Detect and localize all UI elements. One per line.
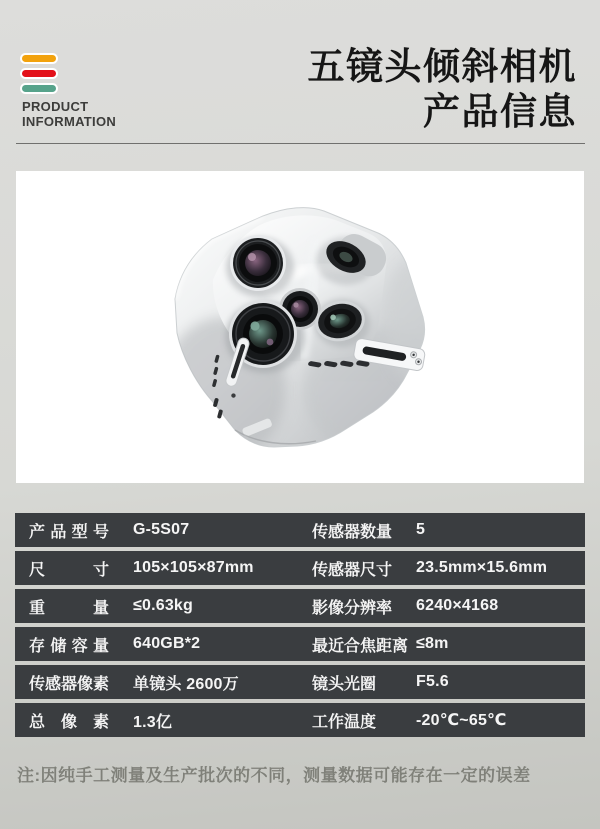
spec-label: 存储容量 bbox=[29, 637, 109, 655]
table-row bbox=[15, 513, 585, 547]
product-image-panel bbox=[16, 171, 584, 483]
spec-cell bbox=[15, 595, 312, 618]
spec-label: 工作温度 bbox=[312, 713, 377, 731]
spec-label: 传感器尺寸 bbox=[312, 561, 393, 579]
spec-label: 传感器像素 bbox=[29, 675, 110, 693]
table-row bbox=[15, 551, 585, 585]
spec-cell bbox=[15, 671, 312, 694]
spec-value: 5 bbox=[416, 521, 426, 538]
page-title bbox=[308, 44, 578, 134]
spec-cell bbox=[312, 557, 585, 580]
logo-bar-teal-icon bbox=[22, 85, 56, 92]
table-row bbox=[15, 589, 585, 623]
product-photo-five-lens-camera bbox=[16, 171, 584, 483]
spec-cell bbox=[312, 633, 585, 656]
spec-cell bbox=[312, 595, 585, 618]
logo-bar-orange-icon bbox=[22, 55, 56, 62]
table-row bbox=[15, 627, 585, 661]
spec-value: 105×105×87mm bbox=[133, 559, 254, 576]
spec-label: 传感器数量 bbox=[312, 523, 393, 541]
spec-value: F5.6 bbox=[416, 673, 449, 690]
brand-logo bbox=[22, 55, 56, 100]
page-title-line2: 产品信息 bbox=[423, 91, 577, 132]
table-row bbox=[15, 665, 585, 699]
spec-table bbox=[15, 513, 585, 741]
page-title-line1: 五镜头倾斜相机 bbox=[307, 46, 577, 87]
spec-value: G-5S07 bbox=[133, 521, 190, 538]
header-divider bbox=[16, 143, 585, 144]
spec-label: 影像分辨率 bbox=[312, 599, 393, 617]
spec-cell bbox=[15, 557, 312, 580]
lens-upper-left bbox=[230, 235, 286, 291]
logo-bar-red-icon bbox=[22, 70, 56, 77]
spec-value: 640GB*2 bbox=[133, 635, 201, 652]
brand-caption-line2: INFORMATION bbox=[22, 114, 117, 129]
spec-cell bbox=[15, 709, 312, 732]
spec-label: 产品型号 bbox=[29, 523, 109, 541]
spec-cell bbox=[312, 519, 585, 542]
spec-value: ≤8m bbox=[416, 635, 449, 652]
spec-value: -20℃~65℃ bbox=[416, 712, 507, 729]
spec-cell bbox=[15, 633, 312, 656]
spec-value: 单镜头 2600万 bbox=[133, 675, 239, 693]
measurement-disclaimer: 注:因纯手工测量及生产批次的不同，测量数据可能存在一定的误差 bbox=[17, 766, 531, 785]
spec-label: 总像素 bbox=[29, 713, 109, 731]
spec-cell bbox=[15, 519, 312, 542]
spec-cell bbox=[312, 709, 585, 732]
spec-label: 镜头光圈 bbox=[312, 675, 377, 693]
spec-cell bbox=[312, 671, 585, 694]
table-row bbox=[15, 703, 585, 737]
spec-label: 尺寸 bbox=[29, 561, 109, 579]
spec-label: 重量 bbox=[29, 599, 109, 617]
spec-value: ≤0.63kg bbox=[133, 597, 193, 614]
camera-body bbox=[162, 208, 453, 461]
brand-caption bbox=[22, 99, 116, 129]
spec-value: 23.5mm×15.6mm bbox=[416, 559, 548, 576]
spec-value: 6240×4168 bbox=[416, 597, 499, 614]
spec-label: 最近合焦距离 bbox=[312, 637, 409, 655]
brand-caption-line1: PRODUCT bbox=[22, 99, 89, 114]
spec-value: 1.3亿 bbox=[133, 713, 173, 731]
